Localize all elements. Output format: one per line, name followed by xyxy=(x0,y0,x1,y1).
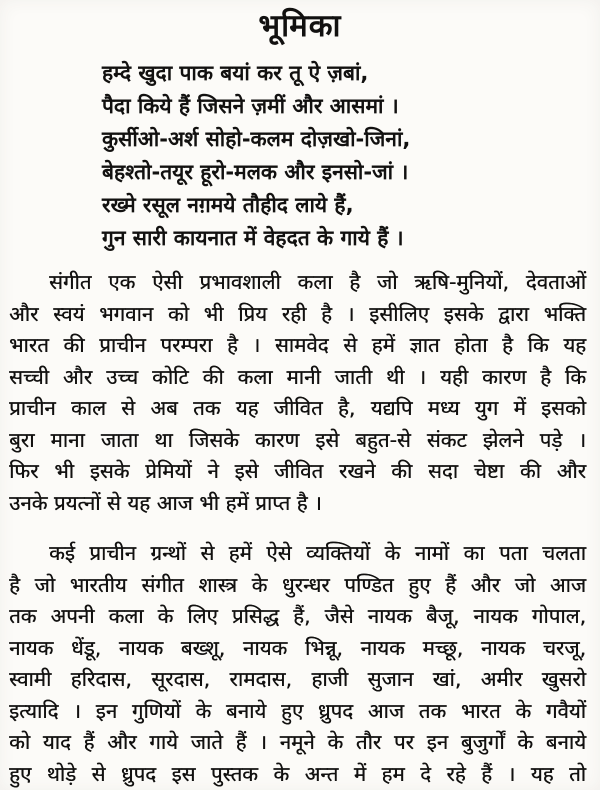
verse-line: रख्मे रसूल नग़मये तौहीद लाये हैं, xyxy=(102,193,354,217)
paragraph-line: बुरा माना जाता था जिसके कारण इसे बहुत-से संकट झेलने पड़े । xyxy=(9,427,586,452)
paragraph-line: और स्वयं भगवान को भी प्रिय रही है । इसीलिए इसके द्वारा भक्ति xyxy=(9,301,586,326)
paragraph-line: स्वामी हरिदास, सूरदास, रामदास, हाजी सुजान खां, अमीर खुसरो xyxy=(9,667,586,691)
paragraph-line: तक अपनी कला के लिए प्रसिद्ध हैं, जैसे नायक बैजू, नायक गोपाल, xyxy=(9,604,586,628)
paragraph-line: को याद हैं और गाये जाते हैं । नमूने के तौर पर इन बुजुर्गों के बनाये xyxy=(9,730,586,754)
verse-line: बेहश्तो-तयूर हूरो-मलक और इनसो-जां । xyxy=(102,160,409,184)
paragraph-2 xyxy=(9,538,586,790)
paragraph-line: उनके प्रयत्नों से यह आज भी हमें प्राप्त है । xyxy=(9,490,322,515)
verse-line: गुन सारी कायनात में वेहदत के गाये हैं । xyxy=(102,226,404,250)
page-title: भूमिका xyxy=(258,8,342,44)
paragraph-line: सच्ची और उच्च कोटि की कला मानी जाती थी । यही कारण है कि xyxy=(9,364,586,389)
paragraph-line: इत्यादि । इन गुणियों के बनाये हुए ध्रुपद आज तक भारत के गवैयों xyxy=(9,698,586,723)
paragraph-line: भारत की प्राचीन परम्परा है । सामवेद से हमें ज्ञात होता है कि यह xyxy=(9,333,586,357)
paragraph-line: है जो भारतीय संगीत शास्त्र के धुरन्धर पण्डित हुए हैं और जो आज xyxy=(9,572,586,597)
paragraph-line: कई प्राचीन ग्रन्थों से हमें ऐसे व्यक्तियों के नामों का पता चलता xyxy=(49,541,586,565)
paragraph-1 xyxy=(9,267,586,519)
paragraph-line: संगीत एक ऐसी प्रभावशाली कला है जो ऋषि-मुनियों, देवताओं xyxy=(49,270,586,294)
verse-line: कुर्सीओ-अर्श सोहो-कलम दोज़खो-जिनां, xyxy=(102,127,411,151)
paragraph-line: प्राचीन काल से अब तक यह जीवित है, यद्यपि मध्य युग में इसको xyxy=(9,396,586,420)
verse-line: हम्दे खुदा पाक बयां कर तू ऐ ज़बां, xyxy=(102,61,369,85)
paragraph-line: नायक धेंडू, नायक बख्शू, नायक भिन्नू, नायक मच्छू, नायक चरजू, xyxy=(9,635,586,660)
verse-line: पैदा किये हैं जिसने ज़मीं और आसमां । xyxy=(102,94,399,118)
paragraph-line: फिर भी इसके प्रेमियों ने इसे जीवित रखने की सदा चेष्टा की और xyxy=(9,459,586,483)
paragraph-line: हुए थोड़े से ध्रुपद इस पुस्तक के अन्त में हम दे रहे हैं । यह तो xyxy=(9,761,586,786)
verse-block xyxy=(102,57,502,255)
